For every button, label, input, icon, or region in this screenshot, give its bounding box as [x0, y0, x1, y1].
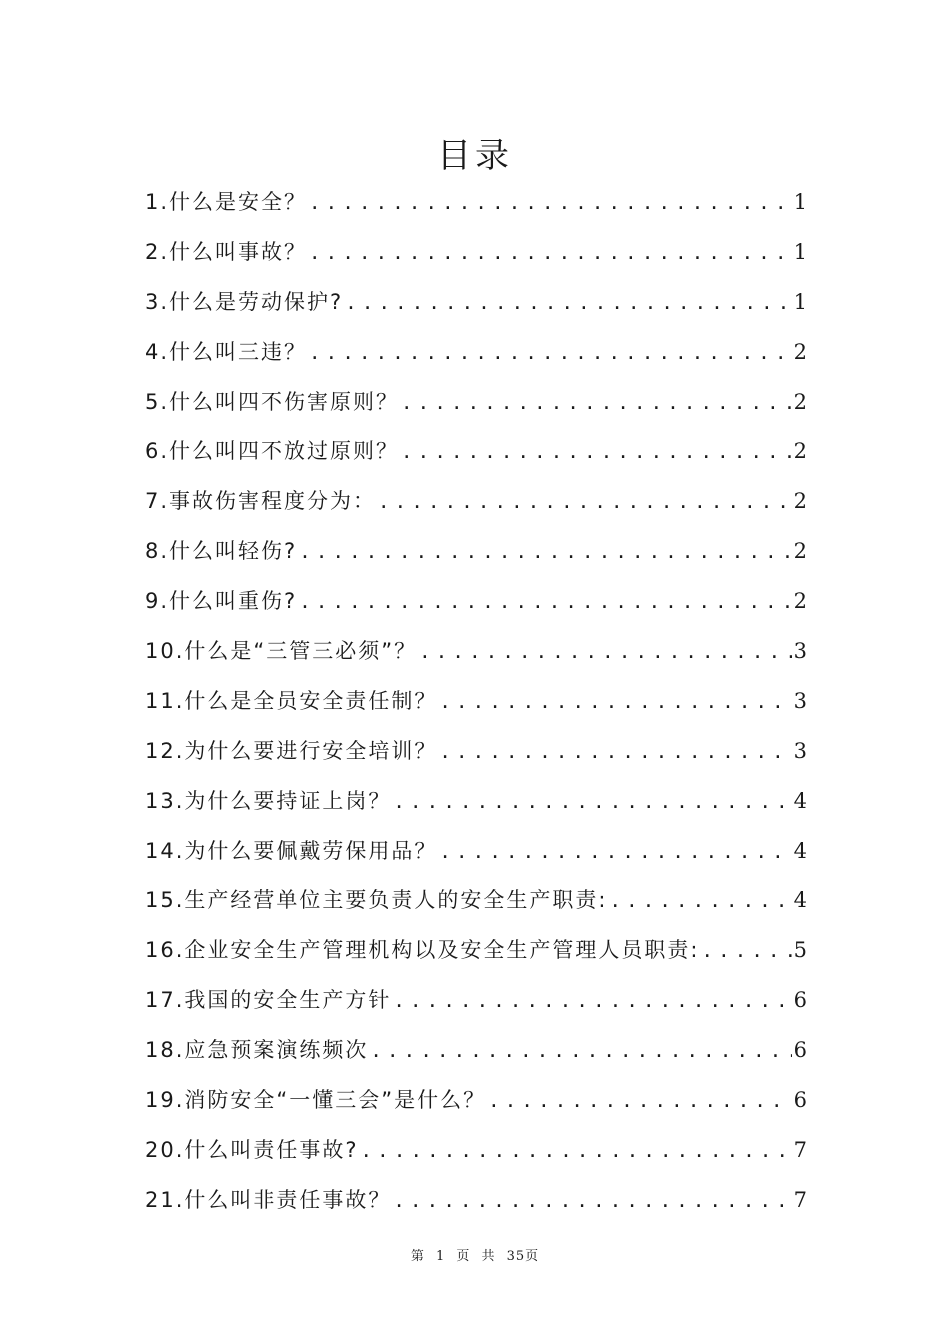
toc-leader-dots	[393, 778, 791, 828]
toc-entry-text: 8.什么叫轻伤?	[145, 539, 298, 564]
toc-leader-dots	[370, 1027, 791, 1077]
toc-entry-page: 6	[793, 1038, 807, 1063]
toc-entry-page: 5	[793, 938, 807, 963]
toc-entry[interactable]	[145, 976, 807, 1026]
toc-entry-page: 2	[793, 589, 807, 614]
toc-entry-page: 4	[793, 788, 807, 813]
toc-entry-text: 17.我国的安全生产方针	[145, 988, 392, 1013]
toc-leader-dots	[345, 279, 791, 329]
toc-entry[interactable]	[145, 1126, 807, 1176]
toc-entry-page: 1	[793, 190, 807, 214]
toc-entry-page: 3	[793, 639, 807, 664]
toc-entry-page: 1	[793, 239, 807, 264]
toc-entry-page: 3	[793, 738, 807, 763]
toc-entry[interactable]	[145, 727, 807, 777]
toc-entry[interactable]	[145, 926, 807, 976]
toc-entry-text: 11.什么是全员安全责任制？	[145, 688, 438, 713]
toc-entry[interactable]	[145, 328, 807, 378]
toc-entry-text: 18.应急预案演练频次	[145, 1038, 369, 1063]
toc-entry-text: 21.什么叫非责任事故？	[145, 1187, 392, 1212]
toc-leader-dots	[299, 528, 791, 578]
toc-entry-text: 1.什么是安全？	[145, 190, 308, 214]
toc-leader-dots	[701, 927, 791, 977]
toc-entry-text: 3.什么是劳动保护?	[145, 289, 344, 314]
toc-entry-text: 13.为什么要持证上岗？	[145, 788, 392, 813]
toc-leader-dots	[609, 877, 791, 927]
toc-entry[interactable]	[145, 1176, 807, 1226]
toc-entry[interactable]	[145, 627, 807, 677]
toc-entry-page: 2	[793, 389, 807, 414]
toc-leader-dots	[378, 478, 792, 528]
toc-leader-dots	[401, 379, 792, 429]
toc-leader-dots	[401, 428, 792, 478]
toc-entry[interactable]	[145, 876, 807, 926]
toc-entry-text: 6.什么叫四不放过原则？	[145, 439, 400, 464]
toc-entry[interactable]	[145, 278, 807, 328]
toc-leader-dots	[361, 1127, 792, 1177]
toc-leader-dots	[309, 179, 792, 229]
toc-entry-text: 9.什么叫重伤?	[145, 589, 298, 614]
toc-entry[interactable]	[145, 1076, 807, 1126]
toc-entry-page: 2	[793, 489, 807, 514]
toc-leader-dots	[419, 628, 791, 678]
toc-entry-text: 5.什么叫四不伤害原则？	[145, 389, 400, 414]
toc-leader-dots	[439, 728, 791, 778]
toc-leader-dots	[309, 229, 792, 279]
toc-entry-page: 2	[793, 539, 807, 564]
toc-entry-text: 16.企业安全生产管理机构以及安全生产管理人员职责:	[145, 938, 700, 963]
toc-leader-dots	[393, 977, 791, 1027]
toc-title: 目录	[437, 136, 513, 176]
toc-entry-text: 10.什么是“三管三必须”？	[145, 639, 418, 664]
toc-entry[interactable]	[145, 777, 807, 827]
table-of-contents	[145, 178, 807, 1226]
toc-leader-dots	[299, 578, 791, 628]
toc-entry-text: 2.什么叫事故？	[145, 239, 308, 264]
toc-leader-dots	[393, 1177, 791, 1227]
toc-entry[interactable]	[145, 477, 807, 527]
toc-entry[interactable]	[145, 827, 807, 877]
toc-leader-dots	[439, 828, 791, 878]
toc-entry-page: 7	[793, 1137, 807, 1162]
toc-leader-dots	[488, 1077, 791, 1127]
toc-entry-page: 4	[793, 888, 807, 913]
toc-entry-page: 6	[793, 1088, 807, 1113]
toc-entry-text: 12.为什么要进行安全培训？	[145, 738, 438, 763]
toc-entry-page: 6	[793, 988, 807, 1013]
toc-entry-text: 15.生产经营单位主要负责人的安全生产职责:	[145, 888, 608, 913]
toc-entry[interactable]	[145, 427, 807, 477]
toc-entry[interactable]	[145, 677, 807, 727]
page-footer	[0, 1245, 950, 1264]
toc-entry[interactable]	[145, 378, 807, 428]
toc-entry-text: 20.什么叫责任事故?	[145, 1137, 359, 1162]
toc-entry-text: 4.什么叫三违？	[145, 339, 308, 364]
toc-entry-page: 4	[793, 838, 807, 863]
toc-entry-text: 19.消防安全“一懂三会”是什么？	[145, 1088, 487, 1113]
toc-entry-page: 7	[793, 1187, 807, 1212]
page-number-label: 第 1 页 共 35页	[410, 1249, 540, 1264]
toc-entry-page: 2	[793, 339, 807, 364]
toc-entry[interactable]	[145, 1026, 807, 1076]
toc-entry[interactable]	[145, 527, 807, 577]
toc-entry-page: 2	[793, 439, 807, 464]
toc-entry-text: 14.为什么要佩戴劳保用品？	[145, 838, 438, 863]
toc-entry-text: 7.事故伤害程度分为：	[145, 489, 377, 514]
toc-entry-page: 3	[793, 688, 807, 713]
toc-entry[interactable]	[145, 577, 807, 627]
toc-leader-dots	[309, 329, 792, 379]
toc-entry[interactable]	[145, 228, 807, 278]
toc-entry-page: 1	[793, 289, 807, 314]
toc-leader-dots	[439, 678, 791, 728]
toc-entry[interactable]	[145, 178, 807, 228]
